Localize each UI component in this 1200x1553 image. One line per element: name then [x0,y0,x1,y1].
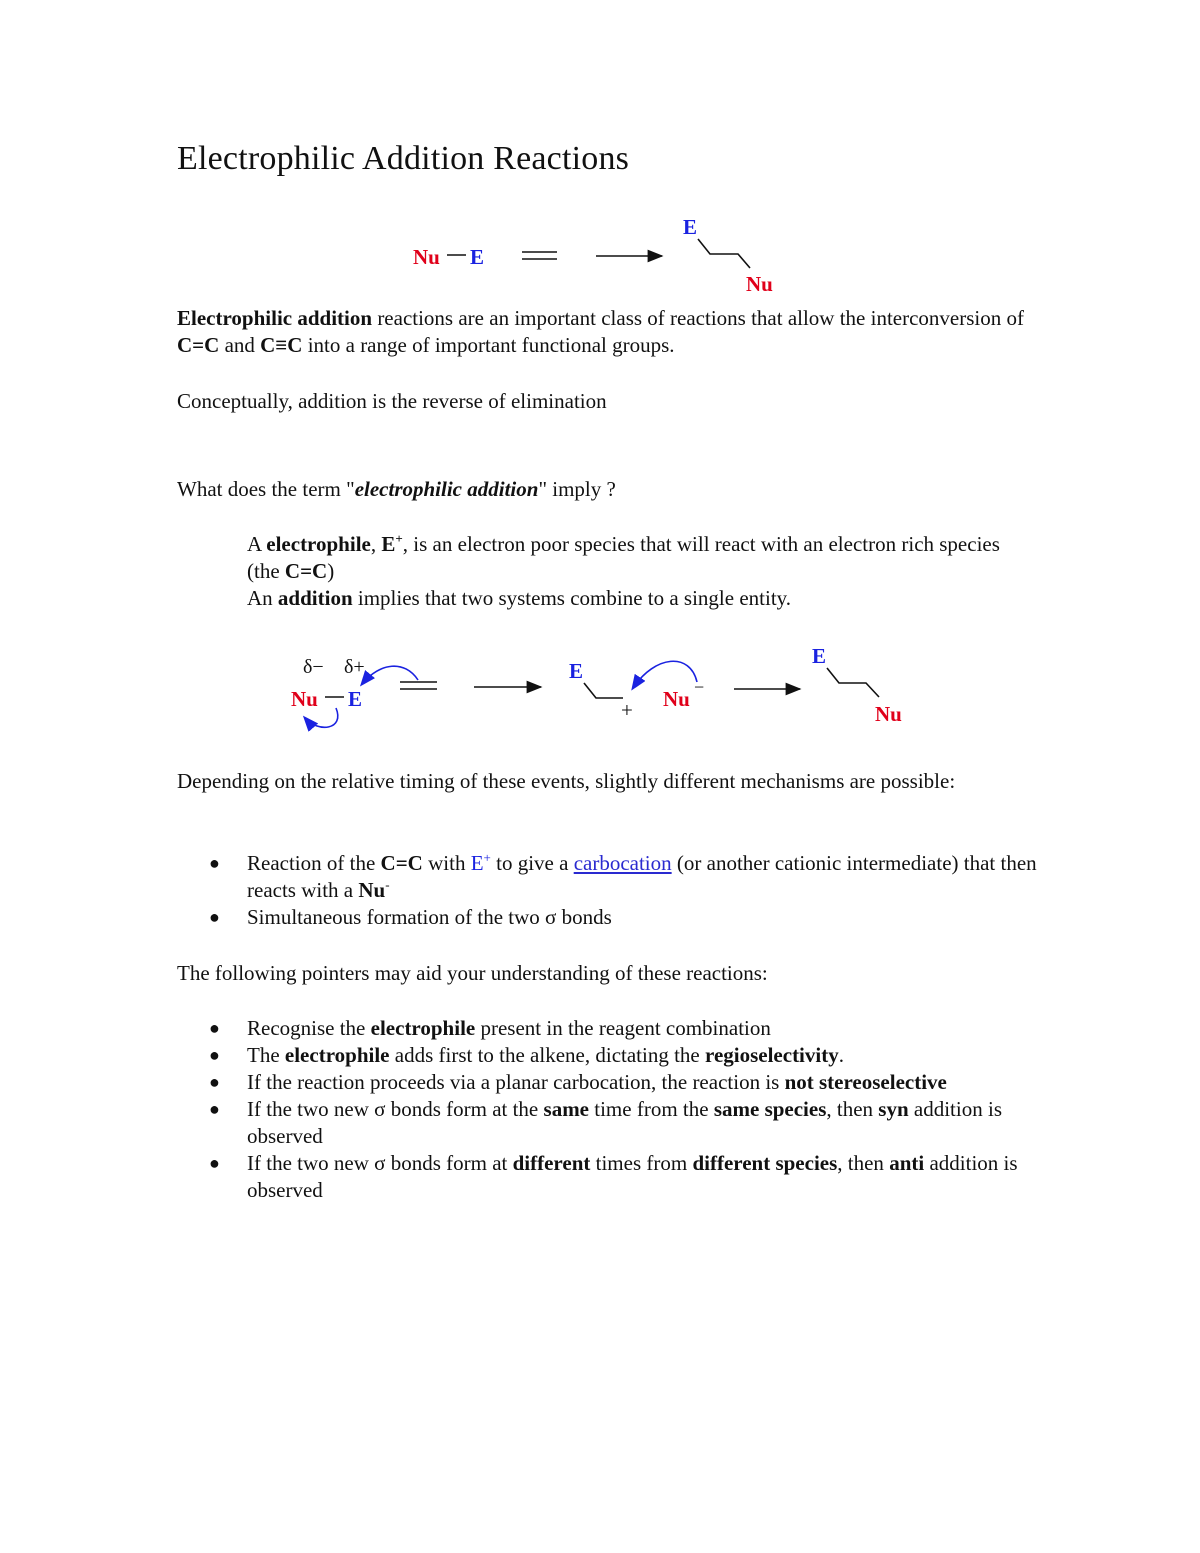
delta-plus-label: δ+ [344,656,365,678]
carbocation-link[interactable]: carbocation [573,851,672,875]
p5-pre: If the two new σ bonds form at [247,1151,513,1175]
intro-and: and [219,333,261,357]
p4-mid2: , then [826,1097,879,1121]
p5-end: addition is observed [247,1151,1018,1202]
p1-post: present in the reagent combination [475,1016,771,1040]
intro-cc-triple: C≡C [260,333,303,357]
addition-definition [247,585,1037,612]
intro-paragraph [177,305,1037,359]
curly-arrow-bond-to-nu [305,708,338,727]
def2-post: implies that two systems combine to a single entity. [352,586,792,610]
nu-negative-charge: − [694,677,705,697]
def1-cc: C=C [284,559,328,583]
def2-term: addition [277,586,353,610]
reagent-nu-label: Nu [413,245,440,269]
p4-end: addition is observed [247,1097,1002,1148]
intro-text-2: into a range of important functional groups. [302,333,675,357]
p5-mid2: , then [837,1151,890,1175]
question-term: electrophilic addition [354,477,539,501]
mech-e-label: E [348,687,363,711]
bullet-icon: ● [209,1072,220,1092]
product-chain [698,239,750,268]
electrophile-definition [247,531,1037,585]
def1-plus: + [395,531,403,546]
bullet-icon: ● [209,1153,220,1173]
m1-give: to give a [490,851,574,875]
pointers-list [177,1015,1037,1204]
bullet-icon: ● [209,1018,220,1038]
def1-e: E [381,532,396,556]
intro-term: Electrophilic addition [177,306,373,330]
p2-mid: adds first to the alkene, dictating the [389,1043,705,1067]
m2-text: Simultaneous formation of the two σ bonds [247,905,612,929]
mech-product-nu-label: Nu [875,702,902,726]
list-item [177,1069,1037,1096]
intro-text-1: reactions are an important class of reactions that allow the interconversion of [372,306,1024,330]
m1-rest: (or another cationic intermediate) that then reacts with a [247,851,1037,902]
m1-minus: - [385,877,390,892]
list-item [177,1015,1037,1042]
p1-b: electrophile [370,1016,476,1040]
question-paragraph [177,476,1037,503]
list-item [177,1096,1037,1150]
mechanism-list [177,850,1037,931]
def1-term: electrophile [266,532,371,556]
carbocation-plus: + [621,698,633,722]
list-item [177,1150,1037,1204]
product-nu-label: Nu [746,272,773,296]
p2-end: . [838,1043,844,1067]
bullet-icon: ● [209,1045,220,1065]
reagent-e-label: E [470,245,485,269]
p2-pre: The [247,1043,285,1067]
list-item [177,1042,1037,1069]
delta-minus-label: δ− [303,656,324,678]
curly-arrow-alkene-to-e [362,666,418,684]
product-e-label: E [683,215,698,239]
mech-product-e-label: E [812,644,827,668]
intro-cc-double: C=C [177,333,220,357]
intermediate-nu-label: Nu [663,687,690,711]
m1-pre: Reaction of the [247,851,381,875]
mech-product-chain [827,668,879,697]
bullet-icon: ● [209,853,220,873]
intermediate-e-label: E [569,659,584,683]
page-title: Electrophilic Addition Reactions [177,140,630,177]
def1-a: A [247,532,267,556]
p3-b: not stereoselective [784,1070,947,1094]
def1-close: ) [327,559,335,583]
p5-b1: different [512,1151,591,1175]
m1-with: with [422,851,471,875]
mech-nu-label: Nu [291,687,318,711]
m1-nu: Nu [358,878,386,902]
list-item [177,904,1037,931]
p4-pre: If the two new σ bonds form at the [247,1097,544,1121]
p4-mid: time from the [589,1097,714,1121]
intermediate-chain [584,683,623,698]
def1-text: , is an electron poor species that will react with an electron rich species (the [247,532,1000,583]
m1-e: E [470,851,484,875]
p4-b2: same species [713,1097,827,1121]
p3-pre: If the reaction proceeds via a planar carbocation, the reaction is [247,1070,785,1094]
p4-b1: same [543,1097,590,1121]
list-item [177,850,1037,904]
curly-arrow-nu-to-cation [633,661,697,688]
def1-comma: , [370,532,382,556]
bullet-icon: ● [209,907,220,927]
p5-b2: different species [692,1151,838,1175]
p2-b2: regioselectivity [705,1043,839,1067]
p1-pre: Recognise the [247,1016,371,1040]
p4-b3: syn [878,1097,909,1121]
m1-cc: C=C [380,851,423,875]
p2-b: electrophile [284,1043,390,1067]
p5-b3: anti [889,1151,925,1175]
question-post: " imply ? [538,477,616,501]
concept-paragraph: Conceptually, addition is the reverse of elimination [177,389,607,413]
depending-paragraph: Depending on the relative timing of these events, slightly different mechanisms are possible: [177,769,956,793]
def2-pre: An [247,586,278,610]
pointers-intro: The following pointers may aid your understanding of these reactions: [177,961,768,985]
question-pre: What does the term " [177,477,355,501]
p5-mid: times from [590,1151,693,1175]
bullet-icon: ● [209,1099,220,1119]
m1-plus: + [483,850,491,865]
